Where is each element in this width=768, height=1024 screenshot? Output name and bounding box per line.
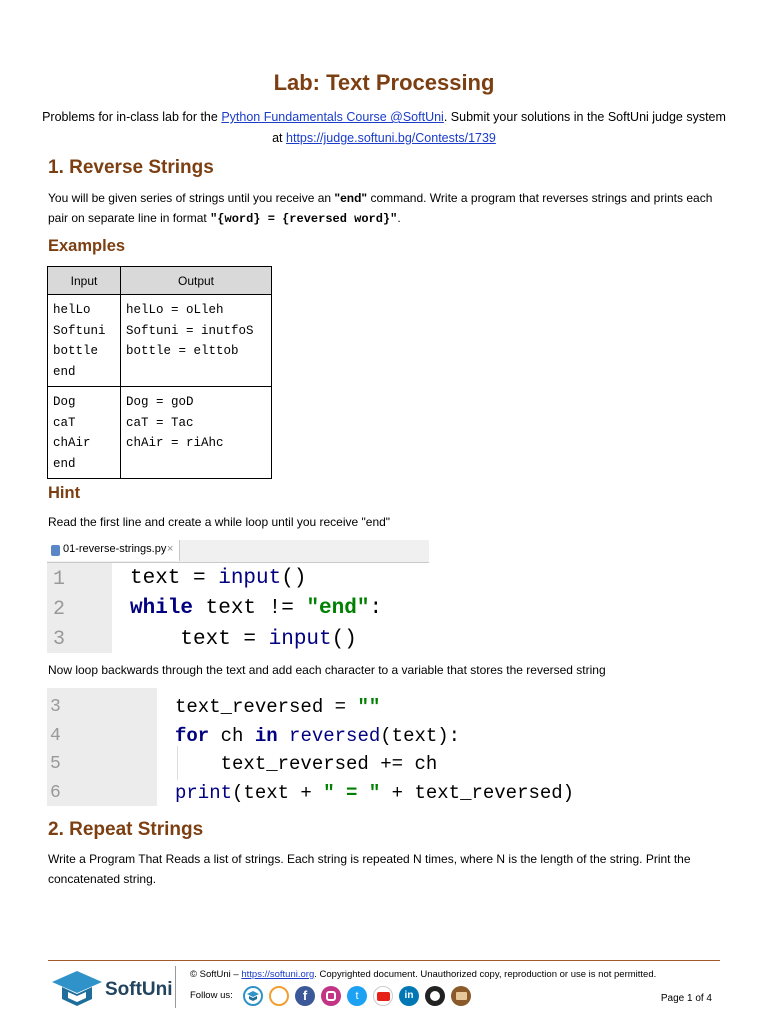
instagram-icon[interactable]	[321, 986, 341, 1006]
line-gutter	[47, 688, 157, 806]
facebook-icon[interactable]: f	[295, 986, 315, 1006]
footer-divider	[48, 960, 720, 961]
linkedin-icon[interactable]: in	[399, 986, 419, 1006]
code-line: while text != "end":	[130, 597, 383, 620]
close-icon[interactable]: ×	[167, 543, 174, 555]
softuni-logo-text: SoftUni	[105, 979, 173, 1000]
footer-separator	[175, 966, 176, 1008]
page-number: Page 1 of 4	[660, 993, 712, 1004]
page-title: Lab: Text Processing	[273, 70, 495, 95]
table-header-input: Input	[48, 267, 121, 295]
follow-label: Follow us:	[190, 990, 233, 1001]
code-line: text_reversed += ch	[175, 753, 438, 775]
line-number: 3	[53, 628, 66, 651]
table-cell-output: helLo = oLleh Softuni = inutfoS bottle = elttob	[121, 295, 272, 387]
footer-copyright	[190, 969, 656, 980]
table-cell-input: helLo Softuni bottle end	[48, 295, 121, 387]
desc-text-3: .	[397, 210, 401, 225]
youtube-icon[interactable]	[373, 986, 393, 1006]
line-number: 2	[53, 598, 66, 621]
line-number: 5	[50, 754, 61, 774]
softuni-creative-icon[interactable]	[269, 986, 289, 1006]
github-icon[interactable]	[425, 986, 445, 1006]
softuni-logo[interactable]	[50, 967, 172, 1012]
examples-table	[47, 266, 272, 479]
intro-text-2: . Submit your solutions in the SoftUni judge system at	[272, 110, 726, 145]
desc-text: You will be given series of strings until you receive an	[48, 191, 335, 205]
code-line: text_reversed = ""	[175, 696, 381, 718]
code-screenshot-1	[47, 540, 429, 653]
line-number: 3	[50, 697, 61, 717]
judge-link[interactable]: https://judge.softuni.bg/Contests/1739	[286, 131, 496, 145]
code-line: print(text + " = " + text_reversed)	[175, 782, 575, 804]
softuni-icon[interactable]	[243, 986, 263, 1006]
table-cell-output: Dog = goD caT = Tac chAir = riAhc	[121, 387, 272, 479]
examples-heading: Examples	[48, 237, 126, 255]
section-heading-reverse-strings: 1. Reverse Strings	[48, 157, 214, 178]
hint-text: Read the first line and create a while loop until you receive "end"	[48, 515, 391, 529]
softuni-logo-icon	[50, 967, 104, 1011]
table-header-row	[48, 267, 272, 295]
hint-heading: Hint	[48, 484, 81, 502]
section-description	[48, 189, 728, 229]
blog-icon[interactable]	[451, 986, 471, 1006]
line-number: 6	[50, 783, 61, 803]
copyright-text: © SoftUni –	[190, 969, 242, 980]
copyright-text-2: . Copyrighted document. Unauthorized copy, reproduction or use is not permitted.	[314, 969, 657, 980]
table-cell-input: Dog caT chAir end	[48, 387, 121, 479]
table-header-output: Output	[121, 267, 272, 295]
section2-description: Write a Program That Reads a list of strings. Each string is repeated N times, where N is the length of the string. Print the concatenated string.	[48, 852, 691, 886]
line-number: 4	[50, 726, 61, 746]
table-row	[48, 387, 272, 479]
editor-tab[interactable]	[47, 540, 180, 561]
softuni-site-link[interactable]: https://softuni.org	[241, 969, 315, 980]
desc-format: "{word} = {reversed word}"	[210, 211, 398, 226]
intro-text: Problems for in-class lab for the	[42, 110, 222, 124]
editor-tab-label: 01-reverse-strings.py	[63, 543, 167, 555]
code-line: text = input()	[130, 628, 357, 651]
section-heading-repeat-strings: 2. Repeat Strings	[48, 819, 204, 840]
table-row	[48, 295, 272, 387]
code-line: text = input()	[130, 567, 307, 590]
hint2-text: Now loop backwards through the text and add each character to a variable that stores the reversed string	[48, 663, 606, 677]
twitter-icon[interactable]: t	[347, 986, 367, 1006]
line-number: 1	[53, 568, 66, 591]
python-file-icon	[51, 545, 60, 556]
desc-text-2: command. Write a program that reverses strings and prints each pair on separate line in format	[48, 191, 713, 225]
course-link[interactable]: Python Fundamentals Course @SoftUni	[221, 110, 444, 124]
social-icons	[243, 986, 471, 1006]
editor-tab-bar	[47, 540, 429, 563]
code-screenshot-2	[47, 688, 647, 806]
desc-end-keyword: "end"	[334, 191, 368, 205]
intro-paragraph	[40, 107, 728, 149]
code-line: for ch in reversed(text):	[175, 725, 461, 747]
